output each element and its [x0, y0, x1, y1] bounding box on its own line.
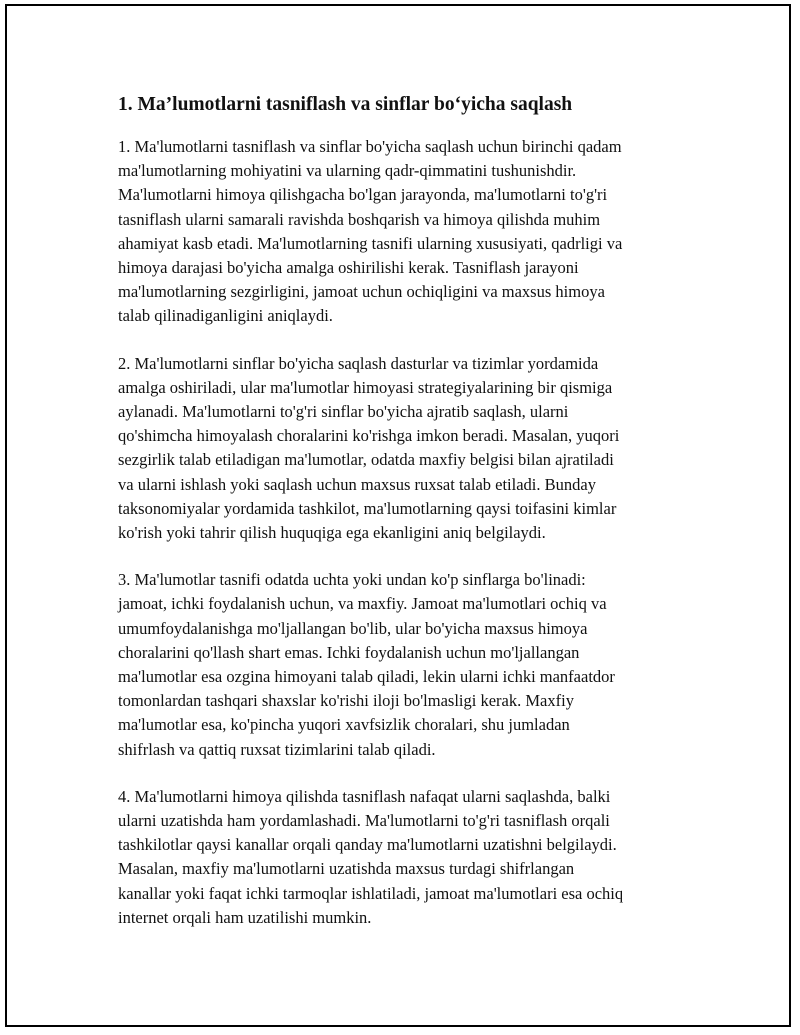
text-line: tasniflash ularni samarali ravishda boshqarish va himoya qilishda muhim — [118, 209, 601, 229]
text-line: Masalan, maxfiy ma'lumotlarni uzatishda maxsus turdagi shifrlangan — [118, 859, 575, 879]
text-line: umumfoydalanishga mo'ljallangan bo'lib, ular bo'yicha maxsus himoya — [118, 618, 588, 638]
text-line: Ma'lumotlarni himoya qilishgacha bo'lgan jarayonda, ma'lumotlarni to'g'ri — [118, 185, 608, 205]
document-body — [118, 92, 686, 953]
text-line: shifrlash va qattiq ruxsat tizimlarini talab qiladi. — [118, 739, 436, 759]
text-line: talab qilinadiganligini aniqlaydi. — [118, 306, 333, 326]
text-line: sezgirlik talab etiladigan ma'lumotlar, odatda maxfiy belgisi bilan ajratiladi — [118, 450, 614, 470]
text-line: 3. Ma'lumotlar tasnifi odatda uchta yoki undan ko'p sinflarga bo'linadi: — [118, 570, 586, 590]
text-line: ma'lumotlarning mohiyatini va ularning qadr-qimmatini tushunishdir. — [118, 161, 577, 181]
text-line: himoya darajasi bo'yicha amalga oshirilishi kerak. Tasniflash jarayoni — [118, 258, 579, 278]
text-line: taksonomiyalar yordamida tashkilot, ma'lumotlarning qaysi toifasini kimlar — [118, 498, 617, 518]
paragraph-1 — [118, 135, 686, 329]
paragraph-3 — [118, 568, 686, 762]
text-line: choralarini qo'llash shart emas. Ichki foydalanish uchun mo'ljallangan — [118, 642, 580, 662]
text-line: kanallar yoki faqat ichki tarmoqlar ishlatiladi, jamoat ma'lumotlari esa ochiq — [118, 883, 624, 903]
text-line: 4. Ma'lumotlarni himoya qilishda tasniflash nafaqat ularni saqlashda, balki — [118, 786, 611, 806]
text-line: ahamiyat kasb etadi. Ma'lumotlarning tasnifi ularning xususiyati, qadrligi va — [118, 233, 623, 253]
paragraph-2 — [118, 352, 686, 546]
text-line: ma'lumotlar esa ozgina himoyani talab qiladi, lekin ularni ichki manfaatdor — [118, 667, 615, 687]
document-title: 1. Ma’lumotlarni tasniflash va sinflar bo‘yicha saqlash — [118, 94, 573, 115]
text-line: ma'lumotlar esa, ko'pincha yuqori xavfsizlik choralari, shu jumladan — [118, 715, 570, 735]
text-line: amalga oshiriladi, ular ma'lumotlar himoyasi strategiyalarining bir qismiga — [118, 377, 613, 397]
text-line: ularni uzatishda ham yordamlashadi. Ma'lumotlarni to'g'ri tasniflash orqali — [118, 811, 610, 831]
text-line: ma'lumotlarning sezgirligini, jamoat uchun ochiqligini va maxsus himoya — [118, 282, 605, 302]
text-line: tomonlardan tashqari shaxslar ko'rishi iloji bo'lmasligi kerak. Maxfiy — [118, 691, 574, 711]
text-line: 2. Ma'lumotlarni sinflar bo'yicha saqlash dasturlar va tizimlar yordamida — [118, 353, 599, 373]
text-line: internet orqali ham uzatilishi mumkin. — [118, 907, 372, 927]
text-line: va ularni ishlash yoki saqlash uchun maxsus ruxsat talab etiladi. Bunday — [118, 474, 596, 494]
text-line: tashkilotlar qaysi kanallar orqali qanday ma'lumotlarni uzatishni belgilaydi. — [118, 835, 617, 855]
text-line: aylanadi. Ma'lumotlarni to'g'ri sinflar bo'yicha ajratib saqlash, ularni — [118, 402, 569, 422]
text-line: qo'shimcha himoyalash choralarini ko'rishga imkon beradi. Masalan, yuqori — [118, 426, 620, 446]
paragraph-4 — [118, 785, 686, 930]
text-line: ko'rish yoki tahrir qilish huquqiga ega ekanligini aniq belgilaydi. — [118, 523, 546, 543]
text-line: 1. Ma'lumotlarni tasniflash va sinflar bo'yicha saqlash uchun birinchi qadam — [118, 137, 622, 156]
text-line: jamoat, ichki foydalanish uchun, va maxfiy. Jamoat ma'lumotlari ochiq va — [118, 594, 607, 614]
